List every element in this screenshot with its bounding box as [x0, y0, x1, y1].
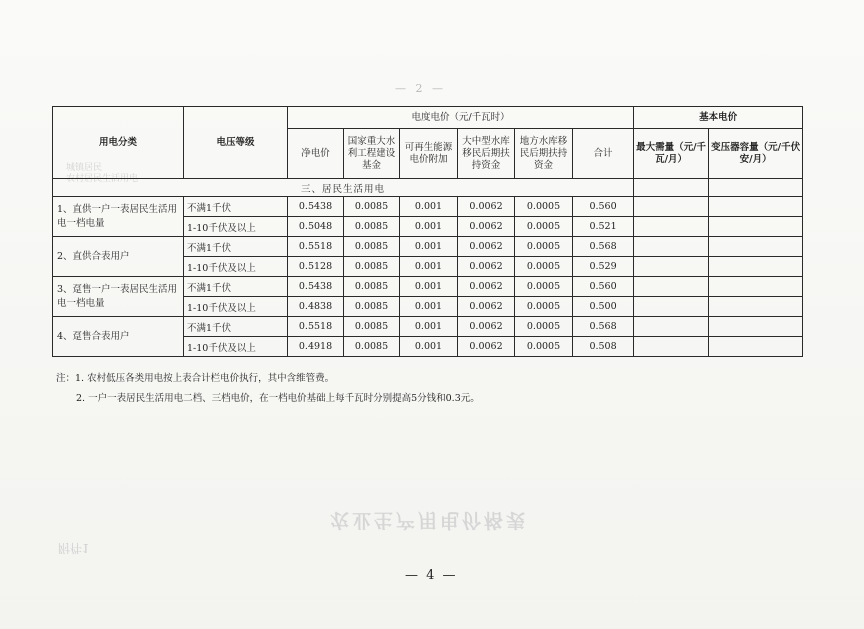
section-row — [53, 179, 803, 197]
total-cell: 0.529 — [573, 257, 634, 277]
net-price-cell: 0.4918 — [288, 337, 344, 357]
note-1: 注：1. 农村低压各类用电按上表合计栏电价执行，其中含维管费。 — [56, 373, 335, 384]
table-row — [53, 237, 803, 257]
renewable-cell: 0.001 — [400, 257, 458, 277]
empty-cell — [634, 179, 709, 197]
category-cell: 1、直供一户一表居民生活用电一档电量 — [53, 197, 184, 237]
local-reservoir-cell: 0.0005 — [515, 217, 573, 237]
empty-cell — [634, 337, 709, 357]
water-fund-cell: 0.0085 — [344, 197, 400, 217]
renewable-cell: 0.001 — [400, 277, 458, 297]
total-cell: 0.568 — [573, 237, 634, 257]
header-voltage-level: 电压等级 — [184, 107, 288, 179]
page-number: — 4 — — [405, 568, 458, 583]
total-cell: 0.560 — [573, 197, 634, 217]
water-fund-cell: 0.0085 — [344, 337, 400, 357]
header-transformer-capacity: 变压器容量（元/千伏安/月） — [709, 129, 803, 179]
renewable-cell: 0.001 — [400, 297, 458, 317]
empty-cell — [709, 337, 803, 357]
voltage-cell: 不满1千伏 — [184, 317, 288, 337]
empty-cell — [709, 237, 803, 257]
empty-cell — [709, 277, 803, 297]
renewable-cell: 0.001 — [400, 317, 458, 337]
local-reservoir-cell: 0.0005 — [515, 237, 573, 257]
large-reservoir-cell: 0.0062 — [458, 197, 515, 217]
large-reservoir-cell: 0.0062 — [458, 317, 515, 337]
empty-cell — [709, 197, 803, 217]
empty-cell — [634, 277, 709, 297]
header-large-reservoir-fund: 大中型水库移民后期扶持资金 — [458, 129, 515, 179]
header-energy-price-group: 电度电价（元/千瓦时） — [288, 107, 634, 129]
header-max-demand: 最大需量（元/千瓦/月） — [634, 129, 709, 179]
header-local-reservoir-fund: 地方水库移民后期扶持资金 — [515, 129, 573, 179]
large-reservoir-cell: 0.0062 — [458, 237, 515, 257]
empty-cell — [709, 179, 803, 197]
water-fund-cell: 0.0085 — [344, 297, 400, 317]
local-reservoir-cell: 0.0005 — [515, 277, 573, 297]
net-price-cell: 0.5048 — [288, 217, 344, 237]
local-reservoir-cell: 0.0005 — [515, 257, 573, 277]
total-cell: 0.521 — [573, 217, 634, 237]
voltage-cell: 1-10千伏及以上 — [184, 217, 288, 237]
empty-cell — [709, 217, 803, 237]
header-capacity-price-group: 基本电价 — [634, 107, 803, 129]
total-cell: 0.568 — [573, 317, 634, 337]
header-category: 用电分类 — [53, 107, 184, 179]
empty-cell — [634, 297, 709, 317]
electricity-tariff-table — [52, 106, 803, 357]
large-reservoir-cell: 0.0062 — [458, 217, 515, 237]
voltage-cell: 1-10千伏及以上 — [184, 257, 288, 277]
empty-cell — [709, 317, 803, 337]
net-price-cell: 0.5518 — [288, 237, 344, 257]
empty-cell — [634, 197, 709, 217]
water-fund-cell: 0.0085 — [344, 237, 400, 257]
water-fund-cell: 0.0085 — [344, 317, 400, 337]
empty-cell — [634, 257, 709, 277]
empty-cell — [634, 317, 709, 337]
local-reservoir-cell: 0.0005 — [515, 337, 573, 357]
local-reservoir-cell: 0.0005 — [515, 297, 573, 317]
voltage-cell: 1-10千伏及以上 — [184, 297, 288, 317]
net-price-cell: 0.5518 — [288, 317, 344, 337]
header-row-1 — [53, 107, 803, 129]
header-renewable-surcharge: 可再生能源电价附加 — [400, 129, 458, 179]
section-title: 三、居民生活用电 — [53, 179, 634, 197]
category-cell: 2、直供合表用户 — [53, 237, 184, 277]
large-reservoir-cell: 0.0062 — [458, 297, 515, 317]
empty-cell — [709, 297, 803, 317]
renewable-cell: 0.001 — [400, 237, 458, 257]
local-reservoir-cell: 0.0005 — [515, 317, 573, 337]
net-price-cell: 0.5438 — [288, 197, 344, 217]
renewable-cell: 0.001 — [400, 337, 458, 357]
note-2: 2. 一户一表居民生活用电二档、三档电价，在一档电价基础上每千瓦时分别提高5分钱和0.3元。 — [76, 393, 480, 404]
header-net-price: 净电价 — [288, 129, 344, 179]
voltage-cell: 不满1千伏 — [184, 277, 288, 297]
large-reservoir-cell: 0.0062 — [458, 337, 515, 357]
water-fund-cell: 0.0085 — [344, 277, 400, 297]
total-cell: 0.500 — [573, 297, 634, 317]
net-price-cell: 0.4838 — [288, 297, 344, 317]
water-fund-cell: 0.0085 — [344, 217, 400, 237]
table-notes — [56, 369, 480, 409]
category-cell: 3、趸售一户一表居民生活用电一档电量 — [53, 277, 184, 317]
water-fund-cell: 0.0085 — [344, 257, 400, 277]
bleed-through-heading: 农业生产用电价格表 — [330, 509, 529, 531]
empty-cell — [634, 237, 709, 257]
empty-cell — [634, 217, 709, 237]
table-row — [53, 197, 803, 217]
header-total: 合计 — [573, 129, 634, 179]
net-price-cell: 0.5128 — [288, 257, 344, 277]
total-cell: 0.508 — [573, 337, 634, 357]
voltage-cell: 不满1千伏 — [184, 237, 288, 257]
page-marker-top: — 2 — — [395, 82, 446, 95]
bleed-through-text: 农村居民生活用电 — [66, 174, 139, 184]
local-reservoir-cell: 0.0005 — [515, 197, 573, 217]
table-row — [53, 317, 803, 337]
table-row — [53, 277, 803, 297]
bleed-through-text: 城镇居民 — [66, 163, 103, 173]
header-water-fund: 国家重大水利工程建设基金 — [344, 129, 400, 179]
category-cell: 4、趸售合表用户 — [53, 317, 184, 357]
empty-cell — [709, 257, 803, 277]
total-cell: 0.560 — [573, 277, 634, 297]
renewable-cell: 0.001 — [400, 217, 458, 237]
large-reservoir-cell: 0.0062 — [458, 277, 515, 297]
renewable-cell: 0.001 — [400, 197, 458, 217]
bleed-through-corner: 附件1 — [58, 541, 90, 555]
large-reservoir-cell: 0.0062 — [458, 257, 515, 277]
net-price-cell: 0.5438 — [288, 277, 344, 297]
voltage-cell: 不满1千伏 — [184, 197, 288, 217]
voltage-cell: 1-10千伏及以上 — [184, 337, 288, 357]
